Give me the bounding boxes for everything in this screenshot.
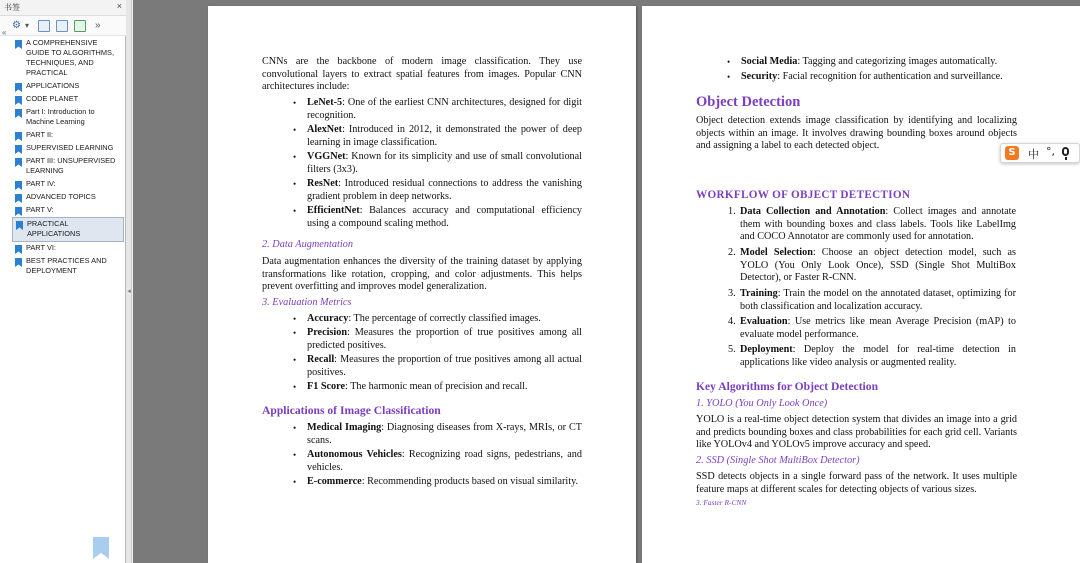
list-item: • LeNet-5: One of the earliest CNN architectures, designed for digit recognition. (293, 97, 582, 121)
heading-yolo: 1. YOLO (You Only Look Once) (696, 398, 828, 409)
bullet-icon: • (293, 382, 297, 392)
bookmark-icon (15, 245, 22, 254)
bullet-icon: • (293, 477, 297, 487)
collapse-panel-icon[interactable]: « (2, 28, 7, 37)
options-gear-icon[interactable]: ⚙ (12, 20, 21, 31)
bookmark-label: Part I: Introduction to Machine Learning (26, 107, 95, 126)
bookmark-item-selected[interactable] (12, 217, 124, 242)
section-heading-data-augmentation: 2. Data Augmentation (262, 239, 354, 250)
list-item: • Precision: Measures the proportion of true positives among all predicted positives. (293, 327, 582, 351)
object-detection-paragraph: Object detection extends image classification by identifying and localizing objects within an image. It involves drawing bounding boxes around objects and assigning a label to each detected object. (696, 115, 1017, 152)
list-item: • Accuracy: The percentage of correctly classified images. (293, 313, 541, 324)
bookmark-item[interactable] (12, 178, 124, 191)
workflow-step: 1. Data Collection and Annotation: Collect images and annotate them with bounding boxes and class labels. Tools like LabelImg and COCO Annotator are commonly used for annotation. (728, 206, 1016, 243)
list-item: • VGGNet: Known for its simplicity and use of small convolutional filters (3x3). (293, 151, 582, 175)
list-item: • Social Media: Tagging and categorizing images automatically. (727, 56, 998, 67)
bullet-icon: • (293, 314, 297, 324)
heading-object-detection: Object Detection (696, 94, 801, 110)
document-page-right (642, 6, 1080, 563)
heading-faster-rcnn: 3. Faster R-CNN (696, 498, 747, 507)
bookmark-item[interactable] (12, 129, 124, 142)
bookmark-label: PART II: (26, 130, 54, 139)
more-tools-icon[interactable]: » (95, 20, 101, 31)
section-heading-evaluation-metrics: 3. Evaluation Metrics (262, 297, 352, 308)
list-item: • E-commerce: Recommending products based on visual similarity. (293, 476, 579, 487)
bookmark-label: PART VI: (26, 243, 56, 252)
bookmark-item[interactable] (12, 93, 124, 106)
new-bookmark-icon[interactable] (38, 20, 50, 32)
bullet-icon: • (727, 72, 731, 82)
bullet-icon: • (293, 179, 297, 189)
bookmark-icon (15, 194, 22, 203)
options-dropdown-icon[interactable]: ▾ (25, 21, 30, 30)
splitter-arrow-icon[interactable]: ◂ (127, 288, 131, 295)
bookmark-label: SUPERVISED LEARNING (26, 143, 114, 152)
bookmark-icon (15, 207, 22, 216)
bookmark-icon (15, 40, 22, 49)
bookmark-icon (15, 181, 22, 190)
bookmark-item[interactable] (12, 204, 124, 217)
section-heading-applications: Applications of Image Classification (262, 404, 441, 417)
add-bookmark-icon[interactable] (74, 20, 86, 32)
workflow-step: 2. Model Selection: Choose an object detection model, such as YOLO (You Only Look Once), SSD (Single Shot MultiBox Detector), or Faster R-CNN. (728, 247, 1016, 284)
bullet-icon: • (293, 328, 297, 338)
list-item: • Medical Imaging: Diagnosing diseases from X-rays, MRIs, or CT scans. (293, 422, 582, 446)
bookmark-label: ADVANCED TOPICS (26, 192, 96, 201)
ime-language-toggle[interactable]: 中 (1028, 148, 1039, 161)
workflow-step: 3. Training: Train the model on the annotated dataset, optimizing for both classification and localization accuracy. (728, 288, 1016, 312)
ime-logo-icon[interactable]: S (1005, 146, 1019, 160)
bookmark-item[interactable] (12, 191, 124, 204)
list-item: • F1 Score: The harmonic mean of precision and recall. (293, 381, 528, 392)
bookmark-panel (0, 0, 126, 563)
bookmark-item[interactable] (12, 106, 124, 129)
bookmark-icon (15, 258, 22, 267)
bookmark-panel-title: 书签 (4, 3, 20, 12)
workflow-step: 4. Evaluation: Use metrics like mean Average Precision (mAP) to evaluate model performance. (728, 316, 1016, 340)
bookmark-panel-header (0, 0, 126, 16)
bookmark-label: PART V: (26, 205, 54, 214)
bullet-icon: • (293, 152, 297, 162)
heading-ssd: 2. SSD (Single Shot MultiBox Detector) (696, 455, 860, 466)
bookmark-label: APPLICATIONS (26, 81, 80, 90)
bookmark-label: A COMPREHENSIVE GUIDE TO ALGORITHMS, TECHNIQUES, AND PRACTICAL (26, 38, 115, 77)
document-page-left (208, 6, 636, 563)
bookmark-item[interactable] (12, 80, 124, 93)
bookmark-list (12, 37, 124, 278)
heading-workflow: WORKFLOW OF OBJECT DETECTION (696, 189, 911, 201)
bookmark-icon (16, 221, 23, 230)
microphone-stand (1065, 157, 1067, 160)
bookmark-item[interactable] (12, 242, 124, 255)
data-augmentation-paragraph: Data augmentation enhances the diversity of the training dataset by applying transformations like rotation, cropping, and color adjustments. This helps prevent overfitting and improves model generalization. (262, 256, 582, 293)
bookmark-icon (15, 132, 22, 141)
bookmark-item[interactable] (12, 142, 124, 155)
bookmark-item[interactable] (12, 255, 124, 278)
bookmark-item[interactable] (12, 37, 124, 80)
bookmark-icon (15, 83, 22, 92)
bookmark-toolbar (0, 16, 126, 36)
list-item: • ResNet: Introduced residual connections to address the vanishing gradient problem in deep networks. (293, 178, 582, 202)
panel-splitter[interactable] (126, 0, 132, 563)
bookmark-item[interactable] (12, 155, 124, 178)
close-icon[interactable]: × (116, 1, 122, 11)
bullet-icon: • (727, 57, 731, 67)
bookmark-watermark-icon (93, 537, 109, 559)
microphone-icon[interactable] (1062, 147, 1069, 156)
ime-punctuation-toggle[interactable]: °, (1046, 145, 1055, 158)
bookmark-label: BEST PRACTICES AND DEPLOYMENT (26, 256, 107, 275)
new-child-bookmark-icon[interactable] (56, 20, 68, 32)
bullet-icon: • (293, 355, 297, 365)
heading-key-algorithms: Key Algorithms for Object Detection (696, 380, 879, 393)
document-viewport[interactable] (133, 0, 1080, 563)
bookmark-label: PART IV: (26, 179, 56, 188)
bookmark-label: PART III: UNSUPERVISED LEARNING (26, 156, 116, 175)
bookmark-label: CODE PLANET (26, 94, 79, 103)
cnn-intro-paragraph: CNNs are the backbone of modern image classification. They use convolutional layers to extract spatial features from images. Popular CNN architectures include: (262, 56, 582, 93)
bullet-icon: • (293, 423, 297, 433)
list-item: • AlexNet: Introduced in 2012, it demonstrated the power of deep learning in image classification. (293, 124, 582, 148)
yolo-paragraph: YOLO is a real-time object detection system that divides an image into a grid and predicts bounding boxes and class probabilities for each grid cell. Variants like YOLOv4 and YOLOv5 improve accuracy and speed. (696, 414, 1017, 451)
list-item: • Recall: Measures the proportion of true positives among all actual positives. (293, 354, 582, 378)
list-item: • Security: Facial recognition for authentication and surveillance. (727, 71, 1003, 82)
bullet-icon: • (293, 206, 297, 216)
ssd-paragraph: SSD detects objects in a single forward pass of the network. It uses multiple feature maps at different scales for detecting objects of various sizes. (696, 471, 1017, 495)
bookmark-icon (15, 158, 22, 167)
bullet-icon: • (293, 125, 297, 135)
workflow-step: 5. Deployment: Deploy the model for real-time detection in applications like video analysis or augmented reality. (728, 344, 1016, 368)
list-item: • EfficientNet: Balances accuracy and computational efficiency using a compound scaling method. (293, 205, 582, 229)
list-item: • Autonomous Vehicles: Recognizing road signs, pedestrians, and vehicles. (293, 449, 582, 473)
bookmark-icon (15, 145, 22, 154)
bullet-icon: • (293, 98, 297, 108)
bookmark-icon (15, 96, 22, 105)
bookmark-icon (15, 109, 22, 118)
bookmark-label: PRACTICAL APPLICATIONS (27, 219, 81, 238)
ime-toolbar[interactable] (1000, 143, 1080, 163)
bullet-icon: • (293, 450, 297, 460)
